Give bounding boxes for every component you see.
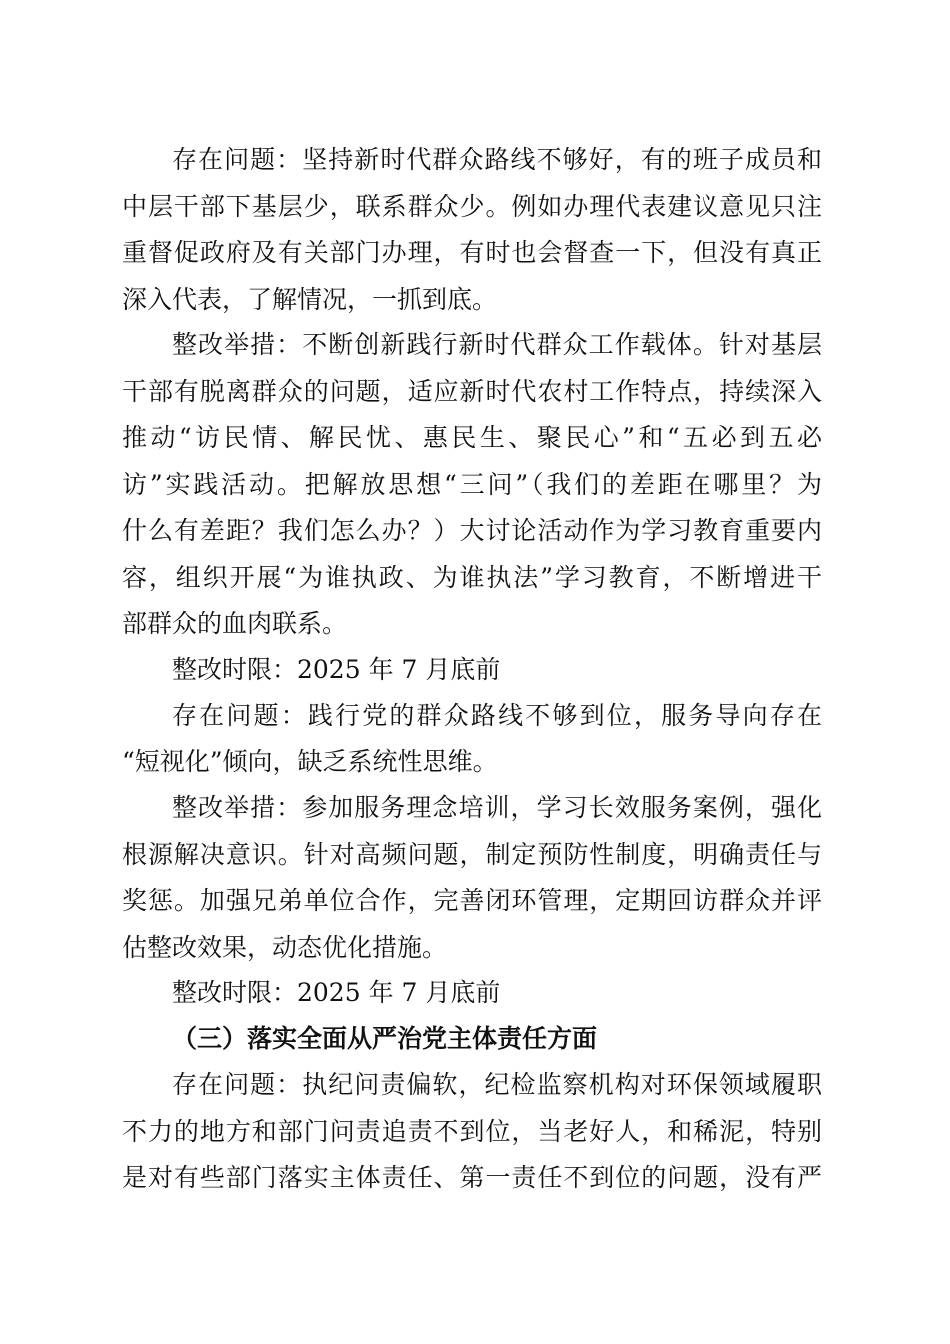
section-heading: （三）落实全面从严治党主体责任方面	[172, 1024, 598, 1053]
text-line: 不力的地方和部门问责追责不到位，当老好人，和稀泥，特别	[122, 1117, 822, 1146]
text-line: 存在问题：执纪问责偏软，纪检监察机构对环保领域履职	[172, 1070, 822, 1099]
text-line: 整改举措：参加服务理念培训，学习长效服务案例，强化	[172, 793, 822, 822]
text-line: 干部有脱离群众的问题，适应新时代农村工作特点，持续深入	[122, 377, 822, 406]
text-line: 部群众的血肉联系。	[122, 609, 348, 638]
text-line: 重督促政府及有关部门办理，有时也会督查一下，但没有真正	[122, 238, 822, 267]
text-line: “短视化”倾向，缺乏系统性思维。	[122, 747, 498, 776]
text-line: 中层干部下基层少，联系群众少。例如办理代表建议意见只注	[122, 192, 822, 221]
text-line: 奖惩。加强兄弟单位合作，完善闭环管理，定期回访群众并评	[122, 886, 822, 915]
text-line: 容，组织开展“为谁执政、为谁执法”学习教育，不断增进干	[122, 563, 822, 592]
deadline-line: 整改时限：2025 年 7 月底前	[172, 978, 501, 1007]
text-line: 什么有差距？我们怎么办？）大讨论活动作为学习教育重要内	[122, 516, 822, 545]
text-line: 深入代表，了解情况，一抓到底。	[122, 285, 498, 314]
text-line: 推动“访民情、解民忧、惠民生、聚民心”和“五必到五必	[122, 423, 822, 452]
text-line: 估整改效果，动态优化措施。	[122, 933, 448, 962]
text-line: 存在问题：践行党的群众路线不够到位，服务导向存在	[172, 701, 822, 730]
text-line: 整改举措：不断创新践行新时代群众工作载体。针对基层	[172, 330, 822, 359]
text-line: 是对有些部门落实主体责任、第一责任不到位的问题，没有严	[122, 1163, 822, 1192]
text-line: 根源解决意识。针对高频问题，制定预防性制度，明确责任与	[122, 840, 822, 869]
deadline-line: 整改时限：2025 年 7 月底前	[172, 655, 501, 684]
text-line: 存在问题：坚持新时代群众路线不够好，有的班子成员和	[172, 145, 822, 174]
text-line: 访”实践活动。把解放思想“三问”（我们的差距在哪里？为	[122, 470, 822, 499]
